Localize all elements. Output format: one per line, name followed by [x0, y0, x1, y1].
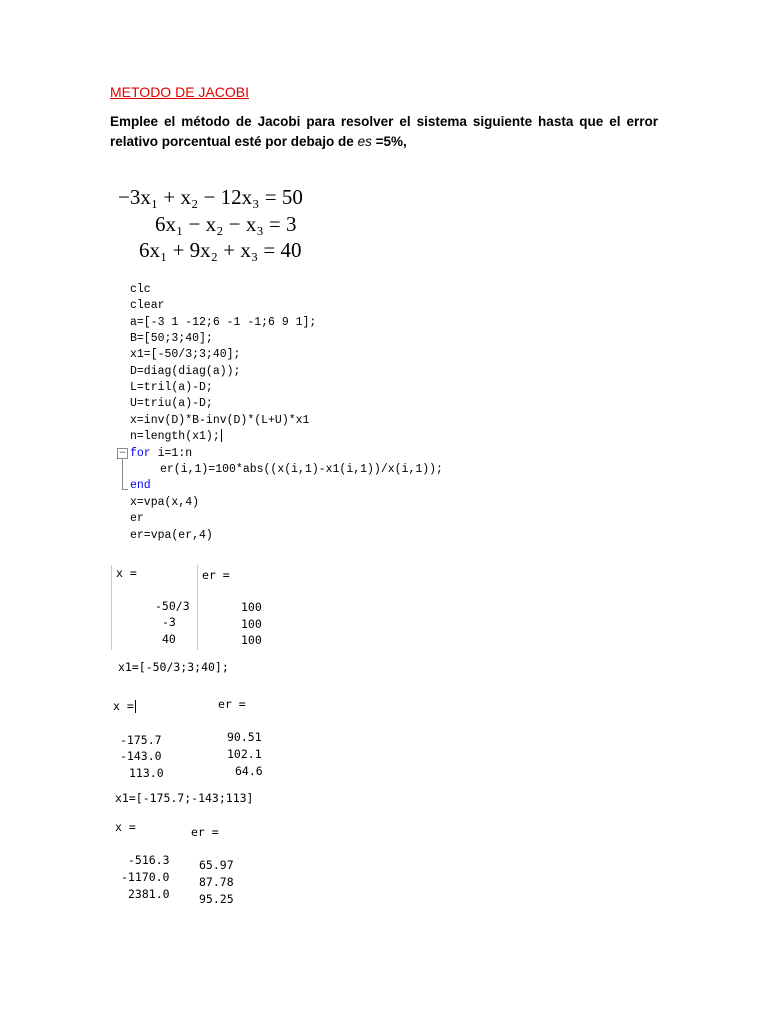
code-line-8: U=triu(a)-D; — [130, 397, 213, 410]
keyword-end: end — [130, 479, 151, 492]
code-line-2: clear — [130, 299, 165, 312]
equation-1: −3x₁ + x₂ − 12x₃ = 50 — [118, 185, 303, 209]
er-value: 90.51 — [227, 730, 262, 744]
text-cursor — [221, 429, 222, 442]
code-line-12: er(i,1)=100*abs((x(i,1)-x1(i,1))/x(i,1)); — [160, 463, 443, 476]
fold-guide-line — [122, 459, 123, 489]
code-line-5: x1=[-50/3;3;40]; — [130, 348, 241, 361]
keyword-for: for — [130, 447, 151, 460]
x-value: -1170.0 — [121, 870, 170, 884]
column-divider — [111, 565, 112, 650]
x-label — [113, 699, 136, 713]
er-value: 87.78 — [199, 875, 234, 889]
code-line-14: x=vpa(x,4) — [130, 496, 200, 509]
er-value: 65.97 — [199, 858, 234, 872]
x-value: -143.0 — [120, 749, 162, 763]
er-value: 102.1 — [227, 747, 262, 761]
er-label: er = — [218, 697, 246, 711]
code-line-16: er=vpa(er,4) — [130, 529, 213, 542]
x-value: -50/3 — [155, 599, 190, 613]
x-value: -3 — [162, 615, 176, 629]
code-line-15: er — [130, 512, 144, 525]
code-line-11 — [130, 446, 192, 462]
equation-3: 6x₁ + 9x₂ + x₃ = 40 — [139, 238, 302, 262]
x-label: x = — [116, 566, 137, 580]
er-value: 64.6 — [235, 764, 263, 778]
document-title: METODO DE JACOBI — [110, 84, 249, 100]
x1-assignment-2: x1=[-175.7;-143;113] — [115, 791, 254, 805]
code-line-1: clc — [130, 283, 151, 296]
code-line-7: L=tril(a)-D; — [130, 381, 213, 394]
code-line-3: a=[-3 1 -12;6 -1 -1;6 9 1]; — [130, 316, 317, 329]
er-value: 100 — [241, 617, 262, 631]
x-value: -516.3 — [128, 853, 170, 867]
intro-text-after: =5%, — [371, 134, 407, 149]
er-label: er = — [202, 568, 230, 582]
code-line-10 — [130, 429, 222, 445]
code-line-4: B=[50;3;40]; — [130, 332, 213, 345]
er-value: 100 — [241, 600, 262, 614]
x-value: -175.7 — [120, 733, 162, 747]
er-value: 100 — [241, 633, 262, 647]
er-label: er = — [191, 825, 219, 839]
column-divider — [197, 565, 198, 650]
x-value: 40 — [162, 632, 176, 646]
x-value: 113.0 — [129, 766, 164, 780]
fold-guide-end — [122, 489, 128, 490]
text-cursor — [135, 700, 136, 713]
code-line-6: D=diag(diag(a)); — [130, 365, 241, 378]
equation-2: 6x₁ − x₂ − x₃ = 3 — [155, 212, 297, 236]
x-value: 2381.0 — [128, 887, 170, 901]
es-symbol: es — [357, 134, 372, 149]
code-line-10-text: n=length(x1); — [130, 430, 220, 443]
code-line-9: x=inv(D)*B-inv(D)*(L+U)*x1 — [130, 414, 310, 427]
fold-toggle-icon[interactable]: − — [118, 448, 127, 458]
code-line-11-rest: i=1:n — [150, 447, 193, 460]
code-line-13 — [130, 478, 151, 494]
intro-text-before: Emplee el método de Jacobi para resolver el sistema siguiente hasta que el error relativo porcentual esté por debajo de — [110, 114, 658, 149]
er-value: 95.25 — [199, 892, 234, 906]
problem-statement — [110, 112, 658, 152]
x-label-text: x = — [113, 699, 134, 713]
x-label: x = — [115, 820, 136, 834]
x1-assignment-1: x1=[-50/3;3;40]; — [118, 660, 229, 674]
